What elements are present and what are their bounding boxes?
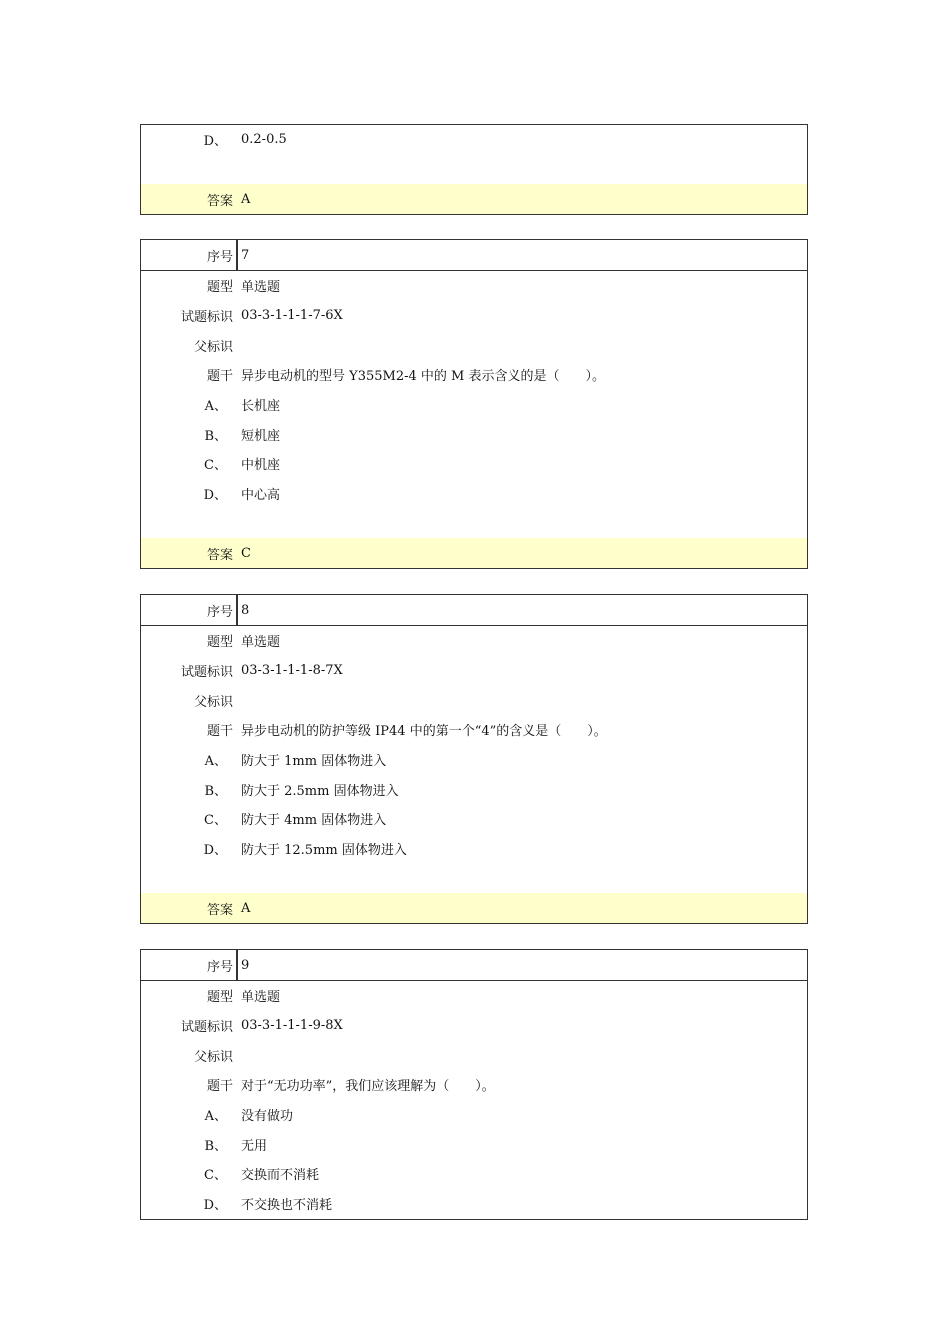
option-letter: D、 <box>203 134 227 150</box>
option-row-c <box>141 1159 807 1189</box>
spacer-row <box>141 155 807 185</box>
id-value: 03-3-1-1-1-8-7X <box>241 663 343 679</box>
id-label: 试题标识 <box>180 665 233 681</box>
answer-row <box>141 893 807 923</box>
stem-value: 异步电动机的型号 Y355M2-4 中的 M 表示含义的是（ ）。 <box>241 369 605 385</box>
seq-label: 序号 <box>206 249 233 265</box>
option-row-d <box>141 834 807 864</box>
spacer-row <box>141 509 807 539</box>
spacer-row <box>141 864 807 894</box>
type-row <box>141 981 807 1011</box>
option-row-c <box>141 804 807 834</box>
option-text: 防大于 4mm 固体物进入 <box>241 813 387 829</box>
stem-row <box>141 1070 807 1100</box>
stem-label: 题干 <box>206 1079 233 1095</box>
seq-row <box>141 595 807 626</box>
option-text: 中心高 <box>241 488 281 504</box>
type-row <box>141 626 807 656</box>
option-text: 防大于 1mm 固体物进入 <box>241 754 387 770</box>
type-label: 题型 <box>206 990 233 1006</box>
divider <box>236 240 238 270</box>
option-letter: B、 <box>204 783 227 799</box>
option-text: 无用 <box>241 1138 268 1154</box>
option-row-b <box>141 419 807 449</box>
type-value: 单选题 <box>241 635 281 651</box>
option-row-d <box>141 1189 807 1219</box>
seq-label: 序号 <box>206 959 233 975</box>
parent-row <box>141 330 807 360</box>
parent-label: 父标识 <box>193 694 233 710</box>
question-block-8 <box>140 594 808 924</box>
type-label: 题型 <box>206 635 233 651</box>
id-row <box>141 1011 807 1041</box>
type-row <box>141 271 807 301</box>
seq-row <box>141 240 807 271</box>
divider <box>236 950 238 980</box>
type-label: 题型 <box>206 280 233 296</box>
option-text: 防大于 2.5mm 固体物进入 <box>241 783 399 799</box>
seq-value: 7 <box>241 247 250 263</box>
option-letter: A、 <box>204 1109 227 1125</box>
answer-value: C <box>241 545 251 561</box>
answer-value: A <box>241 900 251 916</box>
id-label: 试题标识 <box>180 1020 233 1036</box>
option-text: 不交换也不消耗 <box>241 1198 333 1214</box>
type-value: 单选题 <box>241 990 281 1006</box>
option-text: 0.2-0.5 <box>241 132 287 148</box>
option-row-a <box>141 1100 807 1130</box>
id-value: 03-3-1-1-1-7-6X <box>241 308 343 324</box>
option-text: 长机座 <box>241 399 281 415</box>
option-letter: A、 <box>204 754 227 770</box>
id-row <box>141 656 807 686</box>
option-row-d <box>141 125 807 155</box>
stem-row <box>141 715 807 745</box>
option-text: 短机座 <box>241 428 281 444</box>
seq-value: 8 <box>241 602 250 618</box>
stem-label: 题干 <box>206 369 233 385</box>
question-block-7 <box>140 239 808 569</box>
option-letter: B、 <box>204 428 227 444</box>
option-letter: D、 <box>203 843 227 859</box>
id-value: 03-3-1-1-1-9-8X <box>241 1018 343 1034</box>
option-row-a <box>141 745 807 775</box>
stem-value: 异步电动机的防护等级 IP44 中的第一个“4”的含义是（ ）。 <box>241 724 607 740</box>
divider <box>236 595 238 625</box>
answer-label: 答案 <box>206 547 233 563</box>
seq-row <box>141 950 807 981</box>
question-block-tail <box>140 124 808 215</box>
option-text: 交换而不消耗 <box>241 1168 320 1184</box>
answer-label: 答案 <box>206 902 233 918</box>
option-text: 中机座 <box>241 458 281 474</box>
option-letter: C、 <box>204 458 227 474</box>
id-row <box>141 301 807 331</box>
option-text: 防大于 12.5mm 固体物进入 <box>241 843 407 859</box>
question-block-9 <box>140 949 808 1220</box>
answer-row <box>141 184 807 214</box>
option-letter: C、 <box>204 813 227 829</box>
type-value: 单选题 <box>241 280 281 296</box>
parent-row <box>141 1040 807 1070</box>
option-row-d <box>141 479 807 509</box>
answer-row <box>141 538 807 568</box>
id-label: 试题标识 <box>180 310 233 326</box>
option-row-c <box>141 449 807 479</box>
option-letter: C、 <box>204 1168 227 1184</box>
seq-label: 序号 <box>206 604 233 620</box>
option-letter: B、 <box>204 1138 227 1154</box>
answer-value: A <box>241 191 251 207</box>
option-row-a <box>141 390 807 420</box>
parent-label: 父标识 <box>193 339 233 355</box>
option-row-b <box>141 1129 807 1159</box>
seq-value: 9 <box>241 957 250 973</box>
stem-value: 对于“无功功率”，我们应该理解为（ ）。 <box>241 1079 495 1095</box>
option-row-b <box>141 774 807 804</box>
option-letter: D、 <box>203 1198 227 1214</box>
option-letter: D、 <box>203 488 227 504</box>
option-letter: A、 <box>204 399 227 415</box>
stem-row <box>141 360 807 390</box>
parent-row <box>141 685 807 715</box>
option-text: 没有做功 <box>241 1109 294 1125</box>
answer-label: 答案 <box>206 193 233 209</box>
stem-label: 题干 <box>206 724 233 740</box>
parent-label: 父标识 <box>193 1049 233 1065</box>
